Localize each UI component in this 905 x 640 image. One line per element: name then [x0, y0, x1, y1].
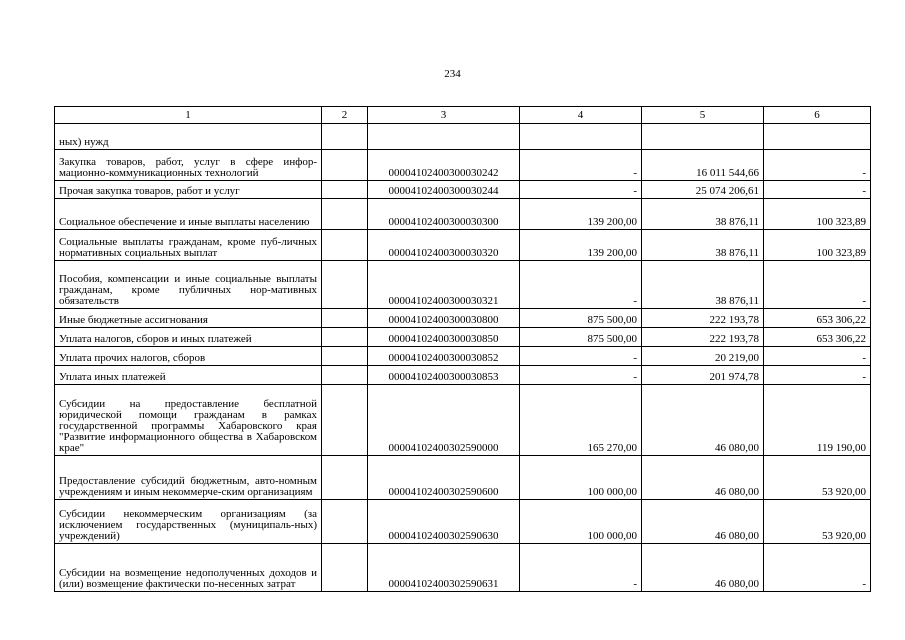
row-description: Социальные выплаты гражданам, кроме пуб-личных нормативных социальных выплат: [55, 230, 322, 261]
row-col6-amount: -: [764, 261, 871, 309]
row-col6-amount: 119 190,00: [764, 385, 871, 456]
row-description: Прочая закупка товаров, работ и услуг: [55, 181, 322, 199]
row-col5-amount: 38 876,11: [642, 261, 764, 309]
table-header-row: [55, 107, 871, 124]
row-description: Субсидии на предоставление бесплатной юридической помощи гражданам в рамках государственной программы Хабаровского края "Развитие информационного общества в Хабаровском крае": [55, 385, 322, 456]
row-description: Субсидии на возмещение недополученных доходов и (или) возмещение фактически по-несенных затрат: [55, 544, 322, 592]
column-header: 1: [55, 107, 322, 124]
row-description: Уплата налогов, сборов и иных платежей: [55, 328, 322, 347]
row-description: Закупка товаров, работ, услуг в сфере инфор-мационно-коммуникационных технологий: [55, 150, 322, 181]
row-description: Субсидии некоммерческим организациям (за исключением государственных (муниципаль-ных) учреждений): [55, 500, 322, 544]
row-code: 00004102400300030321: [368, 261, 520, 309]
row-col4-amount: -: [520, 181, 642, 199]
row-code: 00004102400302590630: [368, 500, 520, 544]
row-code: 00004102400300030853: [368, 366, 520, 385]
row-col6-amount: -: [764, 181, 871, 199]
row-col4-amount: [520, 124, 642, 150]
row-col2: [322, 500, 368, 544]
row-code: [368, 124, 520, 150]
row-description: Предоставление субсидий бюджетным, авто-номным учреждениям и иным некоммерче-ским организациям: [55, 456, 322, 500]
row-col6-amount: -: [764, 366, 871, 385]
budget-table: [54, 106, 871, 592]
row-description: Иные бюджетные ассигнования: [55, 309, 322, 328]
table-row: [55, 456, 871, 500]
row-col6-amount: -: [764, 544, 871, 592]
row-col4-amount: 875 500,00: [520, 328, 642, 347]
row-col4-amount: -: [520, 150, 642, 181]
row-col6-amount: 100 323,89: [764, 199, 871, 230]
row-col4-amount: 165 270,00: [520, 385, 642, 456]
row-col6-amount: 653 306,22: [764, 328, 871, 347]
table-row: [55, 309, 871, 328]
row-code: 00004102400300030320: [368, 230, 520, 261]
row-col5-amount: 20 219,00: [642, 347, 764, 366]
row-description: Пособия, компенсации и иные социальные выплаты гражданам, кроме публичных нор-мативных обязательств: [55, 261, 322, 309]
row-col6-amount: -: [764, 150, 871, 181]
row-col4-amount: 100 000,00: [520, 456, 642, 500]
table-row: [55, 181, 871, 199]
row-code: 00004102400300030852: [368, 347, 520, 366]
row-code: 00004102400300030242: [368, 150, 520, 181]
row-col5-amount: 46 080,00: [642, 456, 764, 500]
row-col2: [322, 309, 368, 328]
row-code: 00004102400300030850: [368, 328, 520, 347]
row-col5-amount: [642, 124, 764, 150]
row-col6-amount: 100 323,89: [764, 230, 871, 261]
row-col6-amount: -: [764, 347, 871, 366]
table-row: [55, 150, 871, 181]
row-code: 00004102400302590000: [368, 385, 520, 456]
column-header: 4: [520, 107, 642, 124]
row-col4-amount: -: [520, 347, 642, 366]
row-col5-amount: 38 876,11: [642, 199, 764, 230]
row-col6-amount: 53 920,00: [764, 500, 871, 544]
row-col2: [322, 150, 368, 181]
row-col5-amount: 201 974,78: [642, 366, 764, 385]
table-row: [55, 366, 871, 385]
row-col5-amount: 25 074 206,61: [642, 181, 764, 199]
table-row: [55, 544, 871, 592]
row-col4-amount: 139 200,00: [520, 230, 642, 261]
row-col4-amount: 139 200,00: [520, 199, 642, 230]
row-col5-amount: 46 080,00: [642, 544, 764, 592]
row-col2: [322, 328, 368, 347]
row-code: 00004102400302590600: [368, 456, 520, 500]
row-col5-amount: 46 080,00: [642, 385, 764, 456]
row-col4-amount: 100 000,00: [520, 500, 642, 544]
row-col5-amount: 222 193,78: [642, 328, 764, 347]
table-row: [55, 347, 871, 366]
table-row: [55, 385, 871, 456]
row-col2: [322, 385, 368, 456]
row-col6-amount: [764, 124, 871, 150]
row-description: ных) нужд: [55, 124, 322, 150]
row-col4-amount: 875 500,00: [520, 309, 642, 328]
row-code: 00004102400302590631: [368, 544, 520, 592]
table-row: [55, 261, 871, 309]
column-header: 6: [764, 107, 871, 124]
row-col2: [322, 230, 368, 261]
row-col2: [322, 181, 368, 199]
row-col5-amount: 222 193,78: [642, 309, 764, 328]
row-code: 00004102400300030244: [368, 181, 520, 199]
row-description: Уплата иных платежей: [55, 366, 322, 385]
row-col2: [322, 366, 368, 385]
row-col4-amount: -: [520, 366, 642, 385]
table-row: [55, 199, 871, 230]
row-col2: [322, 347, 368, 366]
page-number: 234: [444, 68, 461, 80]
row-col4-amount: -: [520, 261, 642, 309]
row-col6-amount: 53 920,00: [764, 456, 871, 500]
row-col5-amount: 16 011 544,66: [642, 150, 764, 181]
column-header: 2: [322, 107, 368, 124]
row-col2: [322, 261, 368, 309]
row-col2: [322, 124, 368, 150]
table-row: [55, 230, 871, 261]
table-row: [55, 500, 871, 544]
row-col6-amount: 653 306,22: [764, 309, 871, 328]
row-description: Уплата прочих налогов, сборов: [55, 347, 322, 366]
row-col2: [322, 456, 368, 500]
row-col5-amount: 46 080,00: [642, 500, 764, 544]
row-col4-amount: -: [520, 544, 642, 592]
row-col2: [322, 544, 368, 592]
table-row: [55, 328, 871, 347]
row-col2: [322, 199, 368, 230]
column-header: 5: [642, 107, 764, 124]
column-header: 3: [368, 107, 520, 124]
row-code: 00004102400300030300: [368, 199, 520, 230]
row-code: 00004102400300030800: [368, 309, 520, 328]
table-row: [55, 124, 871, 150]
row-col5-amount: 38 876,11: [642, 230, 764, 261]
row-description: Социальное обеспечение и иные выплаты населению: [55, 199, 322, 230]
